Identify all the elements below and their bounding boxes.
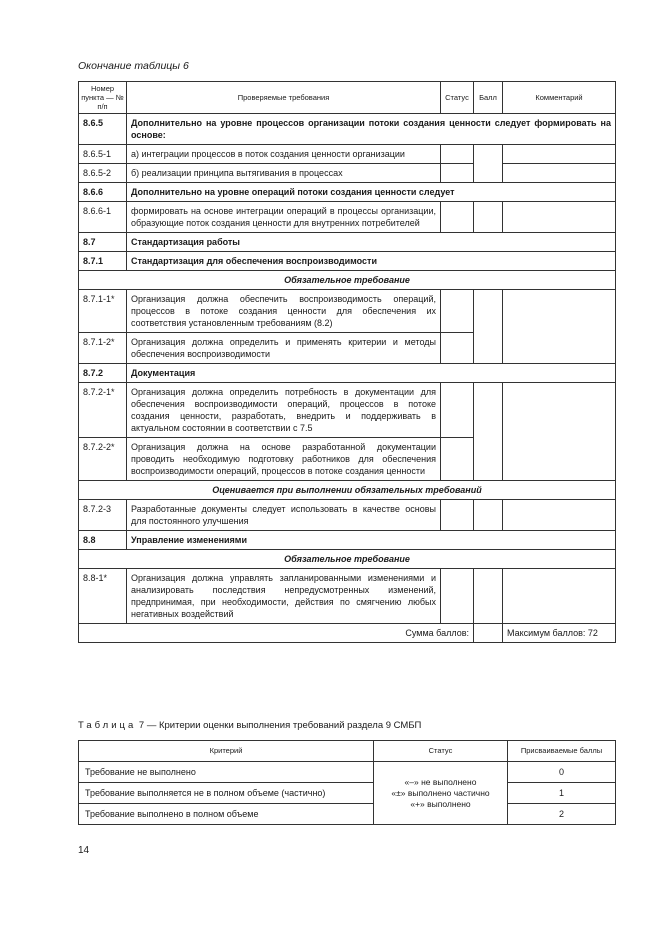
table-row xyxy=(79,804,616,825)
table-row xyxy=(79,500,616,531)
points-cell: 2 xyxy=(508,804,616,825)
table-row xyxy=(79,145,616,164)
row-text: Организация должна управлять запланированными изменениями и анализировать последствия непредусмотренных изменений, предпринимая, при необходимости, действия по смягчению любых негативных воздействий xyxy=(127,569,441,624)
row-number: 8.7.2-3 xyxy=(79,500,127,531)
score-cell xyxy=(474,569,503,624)
row-number: 8.7 xyxy=(79,233,127,252)
row-number: 8.6.5-1 xyxy=(79,145,127,164)
header-criterion: Критерий xyxy=(79,741,374,762)
table-row xyxy=(79,290,616,333)
score-cell xyxy=(474,383,503,481)
row-text: Дополнительно на уровне процессов организации потоки создания ценности следует формировать на основе: xyxy=(127,114,616,145)
criterion-cell: Требование не выполнено xyxy=(79,762,374,783)
status-line: «+» выполнено xyxy=(410,798,471,809)
comment-cell xyxy=(503,569,616,624)
status-cell xyxy=(441,145,474,164)
table-row xyxy=(79,364,616,383)
table-title: 7 — Критерии оценки выполнения требований раздела 9 СМБП xyxy=(138,720,422,731)
table-row xyxy=(79,271,616,290)
section-subheading: Обязательное требование xyxy=(79,271,616,290)
header-score: Балл xyxy=(474,82,503,114)
sum-row xyxy=(79,624,616,643)
header-requirements: Проверяемые требования xyxy=(127,82,441,114)
score-cell xyxy=(474,145,503,183)
table-row xyxy=(79,202,616,233)
comment-cell xyxy=(503,202,616,233)
table-row xyxy=(79,550,616,569)
row-number: 8.7.1-2* xyxy=(79,333,127,364)
row-text: Организация должна обеспечить воспроизводимость операций, процессов в потоке создания ценности для обеспечения их соответствия установленным требованиям (8.2) xyxy=(127,290,441,333)
table-row xyxy=(79,183,616,202)
sum-label: Сумма баллов: xyxy=(79,624,474,643)
table-header-row xyxy=(79,741,616,762)
section-subheading: Обязательное требование xyxy=(79,550,616,569)
row-number: 8.7.2-2* xyxy=(79,438,127,481)
table-header-row xyxy=(79,82,616,114)
score-cell xyxy=(474,202,503,233)
row-text: Организация должна на основе разработанной документации проводить необходимую подготовку работников для обеспечения воспроизводимости операций, процессов в потоке создания ценности xyxy=(127,438,441,481)
row-number: 8.6.5-2 xyxy=(79,164,127,183)
status-cell xyxy=(441,569,474,624)
comment-cell xyxy=(503,164,616,183)
sum-value xyxy=(474,624,503,643)
table-row xyxy=(79,531,616,550)
status-cell xyxy=(441,500,474,531)
row-text: Стандартизация работы xyxy=(127,233,616,252)
table-continuation-caption: Окончание таблицы 6 xyxy=(78,60,189,72)
points-cell: 1 xyxy=(508,783,616,804)
row-number: 8.7.2-1* xyxy=(79,383,127,438)
row-text: Управление изменениями xyxy=(127,531,616,550)
row-text: формировать на основе интеграции операций в процессы организации, образующие поток создания ценности для внутренних потребителей xyxy=(127,202,441,233)
score-cell xyxy=(474,290,503,364)
table-row xyxy=(79,164,616,183)
row-number: 8.8-1* xyxy=(79,569,127,624)
row-number: 8.6.6-1 xyxy=(79,202,127,233)
comment-cell xyxy=(503,290,616,364)
status-cell xyxy=(441,164,474,183)
table-row xyxy=(79,783,616,804)
comment-cell xyxy=(503,145,616,164)
row-number: 8.6.6 xyxy=(79,183,127,202)
section-subheading: Оценивается при выполнении обязательных требований xyxy=(79,481,616,500)
row-number: 8.6.5 xyxy=(79,114,127,145)
row-text: Дополнительно на уровне операций потоки создания ценности следует xyxy=(127,183,616,202)
row-text: Разработанные документы следует использовать в качестве основы для постоянного улучшения xyxy=(127,500,441,531)
row-text: а) интеграции процессов в поток создания ценности организации xyxy=(127,145,441,164)
points-cell: 0 xyxy=(508,762,616,783)
table-label: Таблица xyxy=(78,720,137,731)
page-number: 14 xyxy=(78,845,90,856)
table-7 xyxy=(78,740,616,825)
max-score: Максимум баллов: 72 xyxy=(503,624,616,643)
status-cell xyxy=(441,290,474,333)
status-cell xyxy=(441,383,474,438)
status-legend xyxy=(374,762,508,825)
table-7-caption xyxy=(78,720,421,731)
comment-cell xyxy=(503,500,616,531)
header-points: Присваиваемые баллы xyxy=(508,741,616,762)
table-row xyxy=(79,481,616,500)
status-line: «±» выполнено частично xyxy=(391,787,490,798)
criterion-cell: Требование выполняется не в полном объеме (частично) xyxy=(79,783,374,804)
header-comment: Комментарий xyxy=(503,82,616,114)
comment-cell xyxy=(503,383,616,481)
status-cell xyxy=(441,333,474,364)
status-cell xyxy=(441,202,474,233)
table-row xyxy=(79,762,616,783)
table-row xyxy=(79,569,616,624)
table-6 xyxy=(78,81,616,643)
row-text: б) реализации принципа вытягивания в процессах xyxy=(127,164,441,183)
score-cell xyxy=(474,500,503,531)
criterion-cell: Требование выполнено в полном объеме xyxy=(79,804,374,825)
header-status: Статус xyxy=(374,741,508,762)
row-number: 8.7.2 xyxy=(79,364,127,383)
row-text: Документация xyxy=(127,364,616,383)
status-cell xyxy=(441,438,474,481)
header-number: Номер пункта — № п/п xyxy=(79,82,127,114)
row-text: Организация должна определить потребность в документации для обеспечения воспроизводимости операций, процессов в потоке создания ценности, разработать, внедрить и поддерживать в актуальном состоянии в соответствии с 7.5 xyxy=(127,383,441,438)
row-number: 8.7.1-1* xyxy=(79,290,127,333)
table-row xyxy=(79,233,616,252)
status-line: «–» не выполнено xyxy=(404,776,477,787)
row-text: Организация должна определить и применять критерии и методы обеспечения воспроизводимости xyxy=(127,333,441,364)
table-row xyxy=(79,114,616,145)
header-status: Статус xyxy=(441,82,474,114)
table-row xyxy=(79,383,616,438)
table-row xyxy=(79,252,616,271)
row-number: 8.8 xyxy=(79,531,127,550)
row-number: 8.7.1 xyxy=(79,252,127,271)
row-text: Стандартизация для обеспечения воспроизводимости xyxy=(127,252,616,271)
